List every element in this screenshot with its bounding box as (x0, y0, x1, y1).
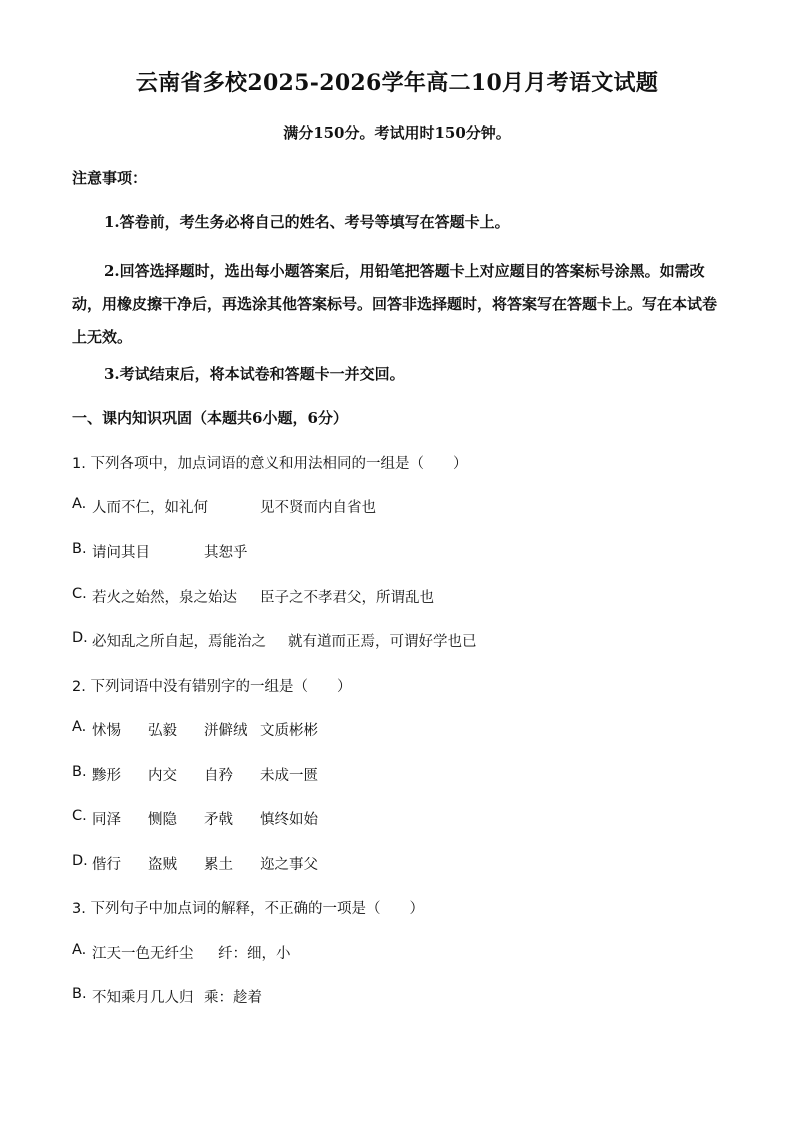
option-part: 未成一匮 (260, 768, 318, 784)
option-label: B. (72, 541, 87, 557)
option-part: 内交 (148, 768, 177, 784)
option-part: 见不贤而内自省也 (260, 500, 376, 516)
option-part: 迩之事父 (260, 857, 318, 873)
option-part: 盗贼 (148, 857, 177, 873)
option-label: D. (72, 630, 88, 646)
option-label: A. (72, 496, 87, 512)
notice-item-1: 1.答卷前，考生务必将自己的姓名、考号等填写在答题卡上。 (104, 213, 510, 231)
exam-subtitle: 满分150分。考试用时150分钟。 (283, 124, 511, 142)
exam-title: 云南省多校2025-2026学年高二10月月考语文试题 (135, 70, 659, 96)
question-2-stem: 2. 下列词语中没有错别字的一组是（ ） (72, 679, 352, 695)
option-part: 纤：细，小 (218, 946, 291, 962)
option-part: 洴僻绒 (204, 723, 248, 739)
option-part: 臣子之不孝君父，所谓乱也 (260, 590, 434, 606)
option-part: 怵惕 (92, 723, 121, 739)
option-part: 其恕乎 (204, 545, 248, 561)
option-label: C. (72, 808, 87, 824)
option-part: 矛戟 (204, 812, 233, 828)
option-part: 黪形 (92, 768, 121, 784)
notice-item-3: 3.考试结束后，将本试卷和答题卡一并交回。 (104, 365, 405, 383)
option-part: 弘毅 (148, 723, 177, 739)
option-part: 文质彬彬 (260, 723, 318, 739)
option-part: 不知乘月几人归 (92, 990, 194, 1006)
option-part: 累土 (204, 857, 233, 873)
notice-item-2: 2.回答选择题时，选出每小题答案后，用铅笔把答题卡上对应题目的答案标号涂黑。如需改动，用橡皮擦干净后，再选涂其他答案标号。回答非选择题时，将答案写在答题卡上。写在本试卷上无效。 (72, 262, 718, 346)
option-part: 乘：趁着 (204, 990, 262, 1006)
option-part: 慎终如始 (260, 812, 318, 828)
option-label: A. (72, 719, 87, 735)
option-part: 恻隐 (148, 812, 177, 828)
option-label: B. (72, 764, 87, 780)
section-heading: 一、课内知识巩固（本题共6小题，6分） (72, 409, 348, 427)
notice-heading: 注意事项： (72, 169, 148, 187)
option-part: 若火之始然，泉之始达 (92, 590, 237, 606)
question-3-stem: 3. 下列句子中加点词的解释，不正确的一项是（ ） (72, 901, 424, 917)
option-part: 就有道而正焉，可谓好学也已 (288, 634, 477, 650)
option-label: B. (72, 986, 87, 1002)
option-part: 自矜 (204, 768, 233, 784)
option-part: 同泽 (92, 812, 121, 828)
option-label: A. (72, 942, 87, 958)
option-label: D. (72, 853, 88, 869)
option-part: 请问其目 (92, 545, 150, 561)
option-part: 必知乱之所自起，焉能治之 (92, 634, 266, 650)
option-part: 江天一色无纤尘 (92, 946, 194, 962)
option-part: 偕行 (92, 857, 121, 873)
option-part: 人而不仁，如礼何 (92, 500, 208, 516)
question-1-stem: 1. 下列各项中，加点词语的意义和用法相同的一组是（ ） (72, 456, 468, 472)
option-label: C. (72, 586, 87, 602)
